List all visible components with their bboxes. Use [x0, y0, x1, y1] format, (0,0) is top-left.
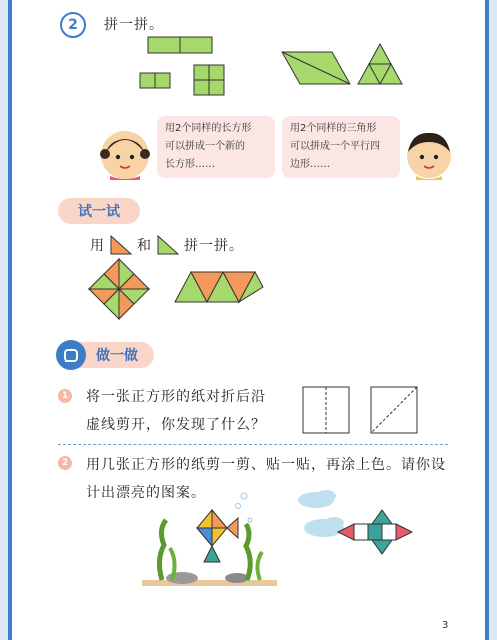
hand-icon [62, 346, 80, 364]
green-triangle-icon [156, 234, 180, 256]
q1-line2: 虚线剪开，你发现了什么？ [86, 417, 266, 433]
bubble-right-line: 边形…… [290, 159, 330, 170]
triangles-figure [280, 42, 408, 88]
q1-number-badge [58, 389, 72, 403]
square-fold-vertical [302, 386, 352, 436]
boy-avatar [404, 130, 454, 180]
rectangles-figure [137, 36, 227, 98]
square-fold-diagonal [370, 386, 420, 436]
plane-clouds-illustration [294, 490, 424, 560]
bubble-right-line: 用2个同样的三角形 [290, 123, 377, 134]
bubble-right-line: 可以拼成一个平行四 [290, 141, 380, 152]
try-label: 试一试 [78, 204, 120, 220]
fish-aquarium-illustration [142, 490, 277, 590]
bubble-left-line: 用2个同样的长方形 [165, 123, 252, 134]
try-label-pill [58, 198, 140, 224]
do-label: 做一做 [96, 348, 138, 364]
q2-number-badge [58, 456, 72, 470]
try-instruction [90, 234, 244, 256]
q1-line1: 将一张正方形的纸对折后沿 [86, 389, 266, 405]
bubble-left-line: 长方形…… [165, 159, 215, 170]
try-text-prefix: 用 [90, 238, 105, 254]
q2-number: 2 [61, 458, 69, 468]
rect-piece [180, 37, 212, 53]
try-text-and: 和 [137, 238, 152, 254]
section-number: 2 [68, 17, 78, 33]
try-text-suffix: 拼一拼。 [184, 238, 244, 254]
page-number: 3 [442, 620, 449, 631]
speech-bubble-right [282, 116, 400, 178]
strip-pattern [174, 270, 264, 304]
speech-bubble-left [157, 116, 275, 178]
q1-number: 1 [61, 391, 69, 401]
do-section-icon [56, 340, 86, 370]
textbook-page [8, 0, 489, 640]
rect-piece [148, 37, 180, 53]
diamond-pattern [88, 258, 150, 320]
section-number-badge [60, 12, 86, 38]
q2-line2: 计出漂亮的图案。 [86, 485, 206, 501]
orange-triangle-icon [109, 234, 133, 256]
divider [58, 444, 448, 445]
q2-line1: 用几张正方形的纸剪一剪、贴一贴，再涂上色。请你设 [86, 457, 446, 473]
instruction-text: 拼一拼。 [104, 17, 164, 33]
girl-avatar [100, 130, 150, 180]
bubble-left-line: 可以拼成一个新的 [165, 141, 245, 152]
